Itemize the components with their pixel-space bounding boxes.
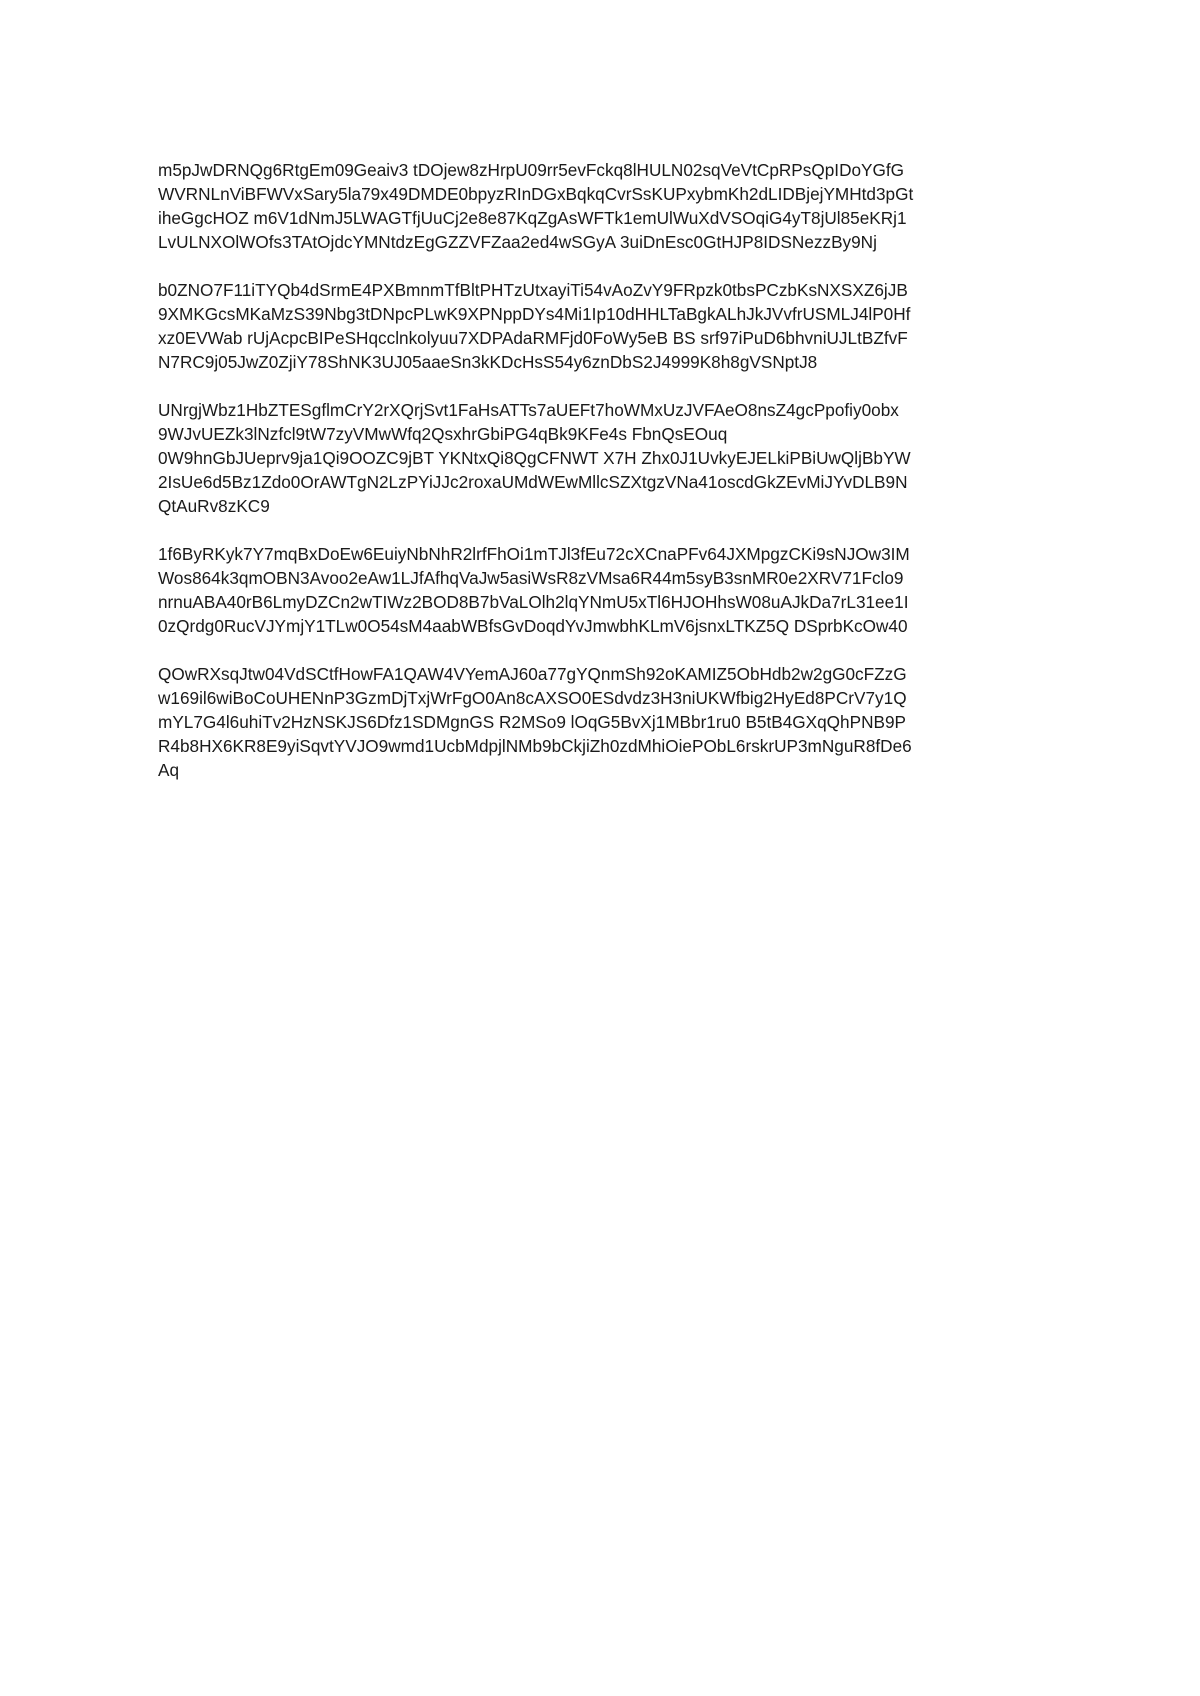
text-line: 1f6ByRKyk7Y7mqBxDoEw6EuiyNbNhR2lrfFhOi1mTJl3fEu72cXCnaPFv64JXMpgzCKi9sNJOw3IM xyxy=(158,544,910,564)
text-line: QOwRXsqJtw04VdSCtfHowFA1QAW4VYemAJ60a77gYQnmSh92oKAMIZ5ObHdb2w2gG0cFZzG xyxy=(158,664,907,684)
text-line: 0W9hnGbJUeprv9ja1Qi9OOZC9jBT YKNtxQi8QgCFNWT X7H Zhx0J1UvkyEJELkiPBiUwQljBbYW xyxy=(158,448,911,468)
text-line: Aq xyxy=(158,760,180,780)
paragraph-4 xyxy=(158,542,1058,638)
text-line: 9XMKGcsMKaMzS39Nbg3tDNpcPLwK9XPNppDYs4Mi1Ip10dHHLTaBgkALhJkJVvfrUSMLJ4lP0Hf xyxy=(158,304,911,324)
text-line: b0ZNO7F11iTYQb4dSrmE4PXBmnmTfBltPHTzUtxayiTi54vAoZvY9FRpzk0tbsPCzbKsNXSXZ6jJB xyxy=(158,280,908,300)
text-line: R4b8HX6KR8E9yiSqvtYVJO9wmd1UcbMdpjlNMb9bCkjiZh0zdMhiOiePObL6rskrUP3mNguR8fDe6 xyxy=(158,736,912,756)
text-line: QtAuRv8zKC9 xyxy=(158,496,270,516)
paragraph-2 xyxy=(158,278,1058,374)
text-line: UNrgjWbz1HbZTESgflmCrY2rXQrjSvt1FaHsATTs7aUEFt7hoWMxUzJVFAeO8nsZ4gcPpofiy0obx xyxy=(158,400,899,420)
text-line: LvULNXOlWOfs3TAtOjdcYMNtdzEgGZZVFZaa2ed4wSGyA 3uiDnEsc0GtHJP8IDSNezzBy9Nj xyxy=(158,232,877,252)
text-line: WVRNLnViBFWVxSary5la79x49DMDE0bpyzRInDGxBqkqCvrSsKUPxybmKh2dLIDBjejYMHtd3pGt xyxy=(158,184,914,204)
document-body xyxy=(158,158,1058,806)
text-line: xz0EVWab rUjAcpcBIPeSHqcclnkolyuu7XDPAdaRMFjd0FoWy5eB BS srf97iPuD6bhvniUJLtBZfvF xyxy=(158,328,908,348)
text-line: N7RC9j05JwZ0ZjiY78ShNK3UJ05aaeSn3kKDcHsS54y6znDbS2J4999K8h8gVSNptJ8 xyxy=(158,352,818,372)
text-line: m5pJwDRNQg6RtgEm09Geaiv3 tDOjew8zHrpU09rr5evFckq8lHULN02sqVeVtCpRPsQpIDoYGfG xyxy=(158,160,905,180)
text-line: mYL7G4l6uhiTv2HzNSKJS6Dfz1SDMgnGS R2MSo9 lOqG5BvXj1MBbr1ru0 B5tB4GXqQhPNB9P xyxy=(158,712,906,732)
text-line: 9WJvUEZk3lNzfcl9tW7zyVMwWfq2QsxhrGbiPG4qBk9KFe4s FbnQsEOuq xyxy=(158,424,728,444)
paragraph-3 xyxy=(158,398,1058,518)
text-line: nrnuABA40rB6LmyDZCn2wTIWz2BOD8B7bVaLOlh2lqYNmU5xTl6HJOHhsW08uAJkDa7rL31ee1I xyxy=(158,592,909,612)
text-line: iheGgcHOZ m6V1dNmJ5LWAGTfjUuCj2e8e87KqZgAsWFTk1emUlWuXdVSOqiG4yT8jUl85eKRj1 xyxy=(158,208,907,228)
text-line: 2IsUe6d5Bz1Zdo0OrAWTgN2LzPYiJJc2roxaUMdWEwMllcSZXtgzVNa41oscdGkZEvMiJYvDLB9N xyxy=(158,472,908,492)
text-line: Wos864k3qmOBN3Avoo2eAw1LJfAfhqVaJw5asiWsR8zVMsa6R44m5syB3snMR0e2XRV71Fclo9 xyxy=(158,568,904,588)
text-line: w169il6wiBoCoUHENnP3GzmDjTxjWrFgO0An8cAXSO0ESdvdz3H3niUKWfbig2HyEd8PCrV7y1Q xyxy=(158,688,907,708)
paragraph-1 xyxy=(158,158,1058,254)
text-line: 0zQrdg0RucVJYmjY1TLw0O54sM4aabWBfsGvDoqdYvJmwbhKLmV6jsnxLTKZ5Q DSprbKcOw40 xyxy=(158,616,908,636)
paragraph-5 xyxy=(158,662,1058,782)
